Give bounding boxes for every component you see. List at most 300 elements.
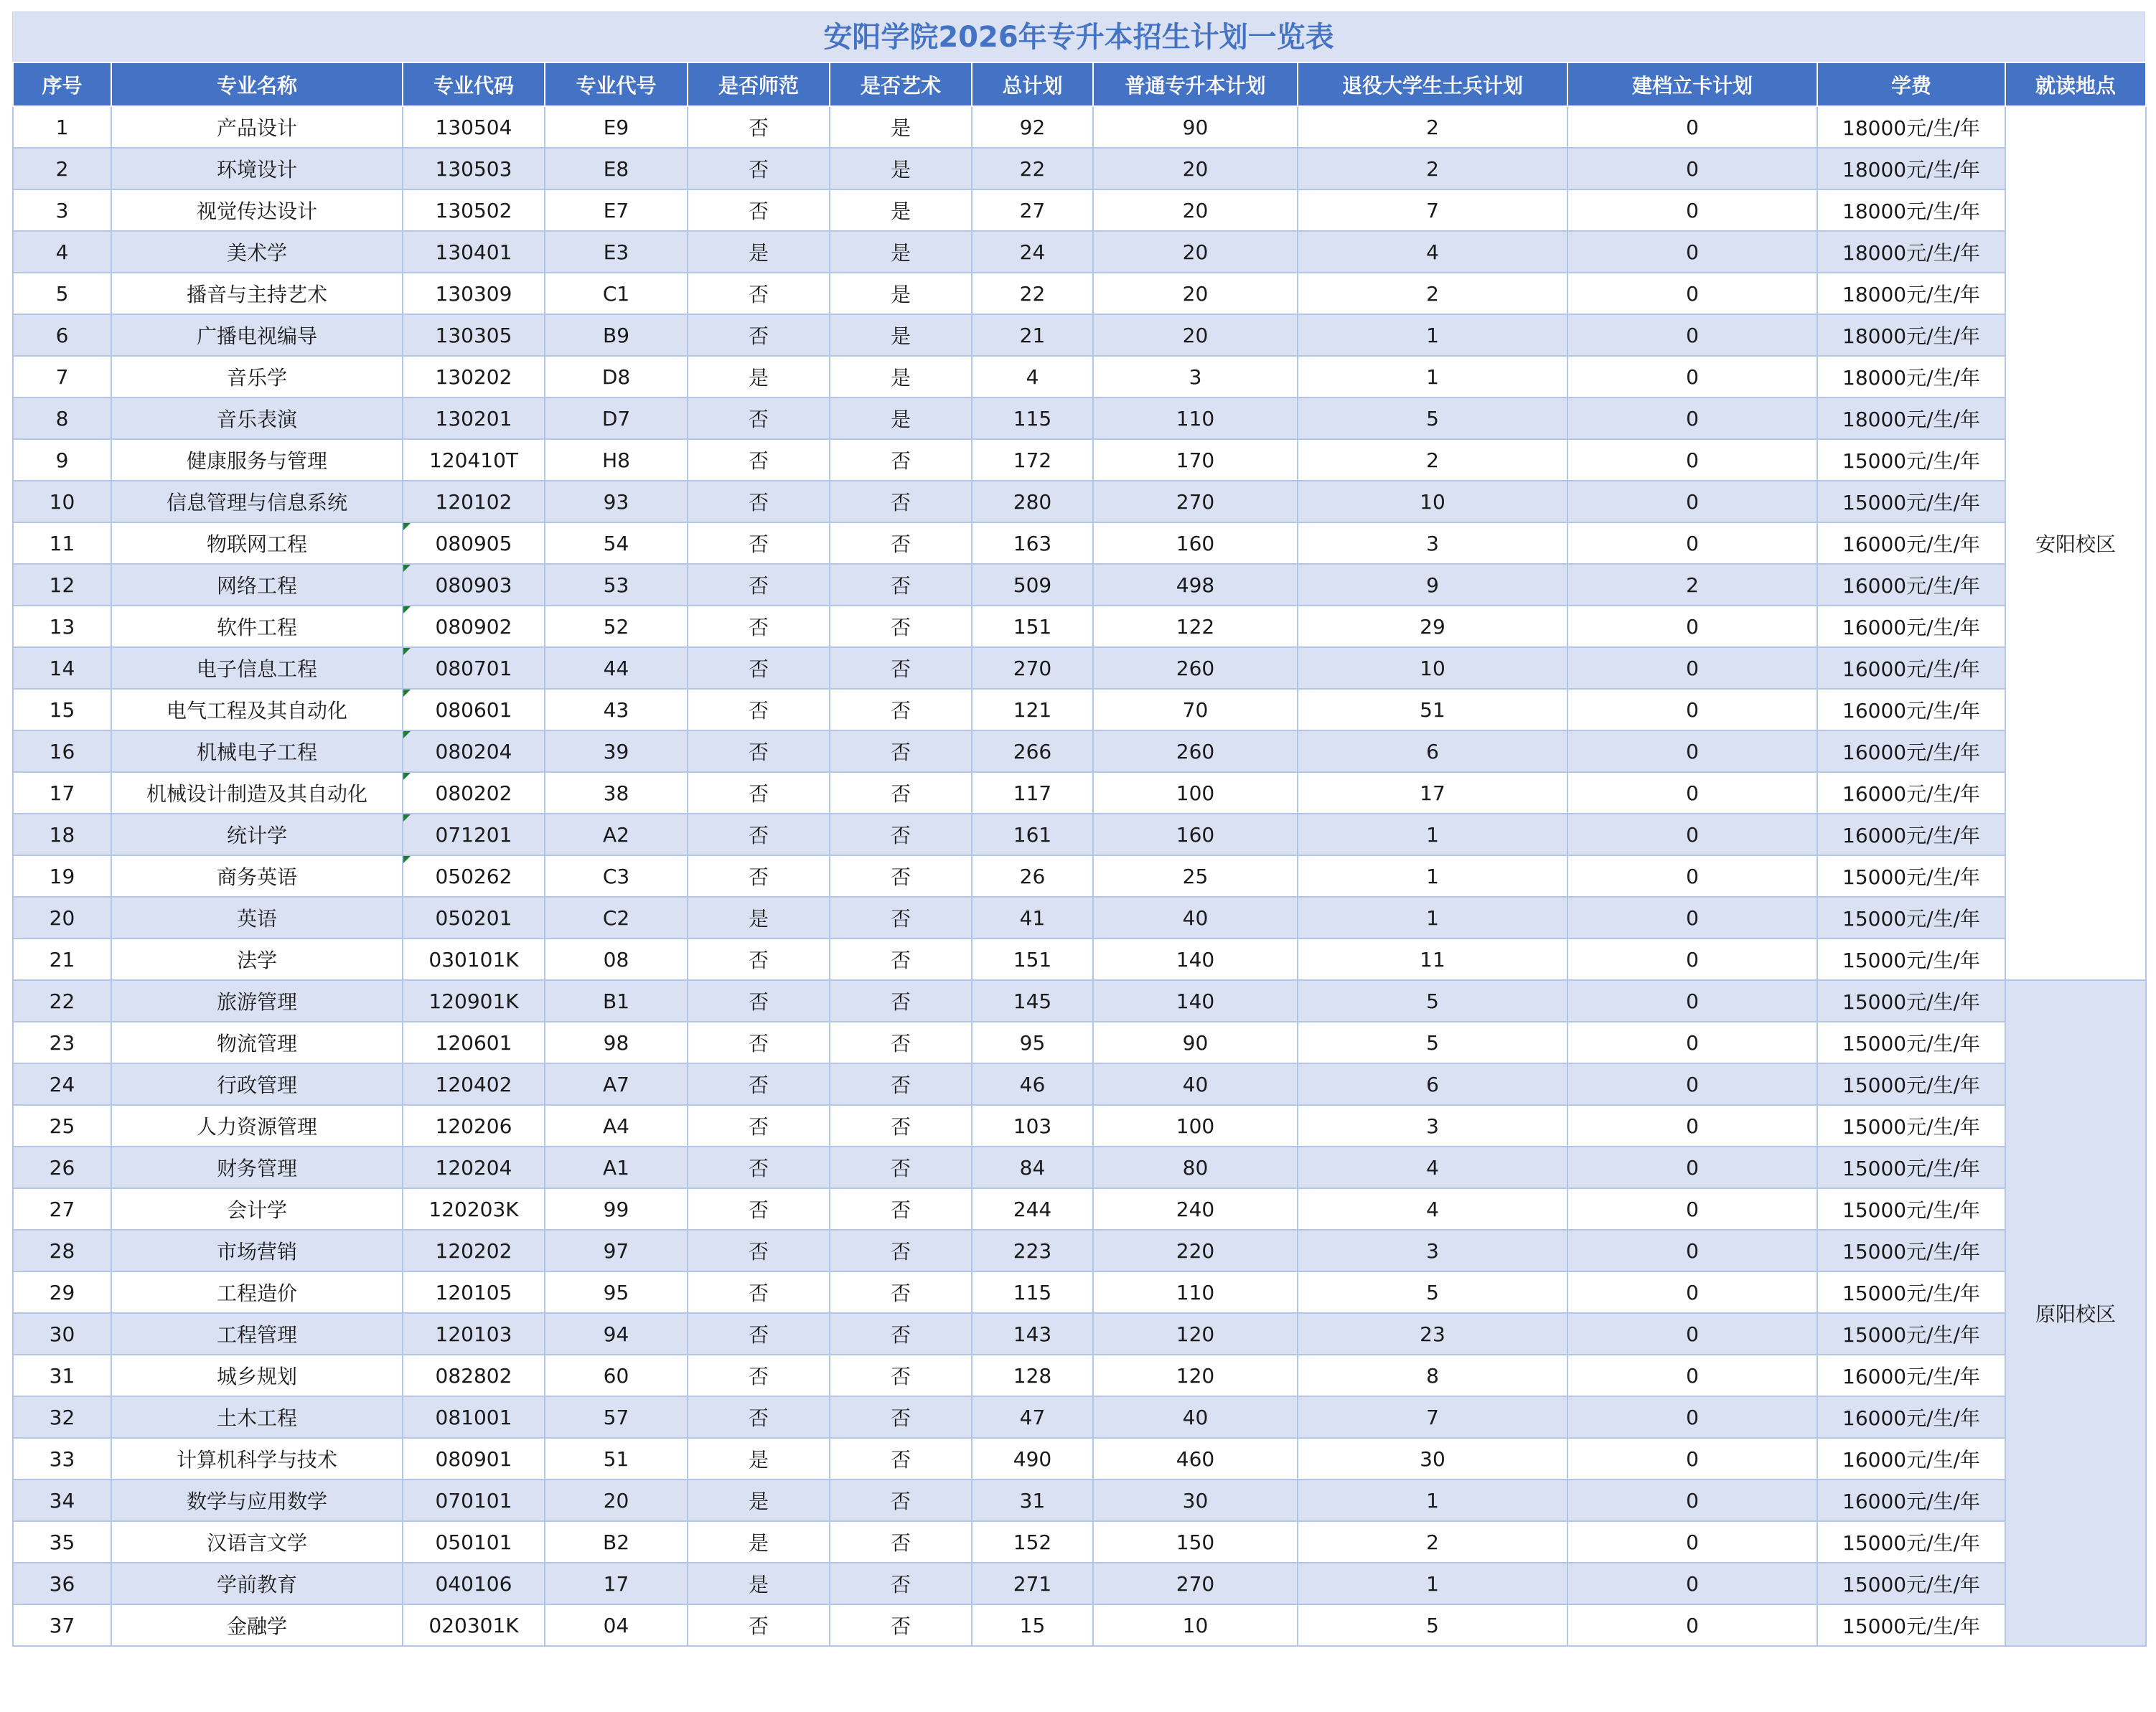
major-code-cell[interactable]: 080204: [403, 730, 545, 772]
major-code-cell[interactable]: 050201: [403, 897, 545, 939]
is-art-cell[interactable]: 是: [830, 231, 972, 273]
is-art-cell[interactable]: 否: [830, 1147, 972, 1188]
regular-plan-cell[interactable]: 260: [1093, 647, 1298, 689]
is-normal-cell[interactable]: 是: [688, 897, 830, 939]
tuition-cell[interactable]: 16000元/生/年: [1817, 564, 2005, 606]
poverty-plan-cell[interactable]: 0: [1567, 772, 1817, 814]
major-name-cell[interactable]: 人力资源管理: [111, 1105, 403, 1147]
regular-plan-cell[interactable]: 122: [1093, 606, 1298, 647]
tuition-cell[interactable]: 15000元/生/年: [1817, 481, 2005, 522]
major-code-cell[interactable]: 120203K: [403, 1188, 545, 1230]
row-index-cell[interactable]: 8: [13, 398, 111, 439]
major-short-code-cell[interactable]: E8: [545, 148, 688, 189]
is-normal-cell[interactable]: 是: [688, 231, 830, 273]
major-short-code-cell[interactable]: 52: [545, 606, 688, 647]
is-normal-cell[interactable]: 是: [688, 1563, 830, 1604]
veteran-plan-cell[interactable]: 6: [1298, 730, 1567, 772]
row-index-cell[interactable]: 9: [13, 439, 111, 481]
regular-plan-cell[interactable]: 270: [1093, 1563, 1298, 1604]
major-code-cell[interactable]: 130305: [403, 314, 545, 356]
tuition-cell[interactable]: 15000元/生/年: [1817, 439, 2005, 481]
veteran-plan-cell[interactable]: 2: [1298, 106, 1567, 148]
major-short-code-cell[interactable]: D8: [545, 356, 688, 398]
major-short-code-cell[interactable]: H8: [545, 439, 688, 481]
poverty-plan-cell[interactable]: 0: [1567, 1438, 1817, 1480]
is-normal-cell[interactable]: 否: [688, 1355, 830, 1396]
tuition-cell[interactable]: 15000元/生/年: [1817, 1313, 2005, 1355]
major-name-cell[interactable]: 播音与主持艺术: [111, 273, 403, 314]
major-name-cell[interactable]: 旅游管理: [111, 980, 403, 1022]
regular-plan-cell[interactable]: 100: [1093, 772, 1298, 814]
poverty-plan-cell[interactable]: 0: [1567, 1188, 1817, 1230]
poverty-plan-cell[interactable]: 0: [1567, 1396, 1817, 1438]
total-plan-cell[interactable]: 145: [972, 980, 1093, 1022]
is-art-cell[interactable]: 否: [830, 1230, 972, 1271]
tuition-cell[interactable]: 16000元/生/年: [1817, 814, 2005, 855]
major-name-cell[interactable]: 统计学: [111, 814, 403, 855]
major-code-cell[interactable]: 082802: [403, 1355, 545, 1396]
regular-plan-cell[interactable]: 3: [1093, 356, 1298, 398]
is-normal-cell[interactable]: 否: [688, 1063, 830, 1105]
major-short-code-cell[interactable]: 43: [545, 689, 688, 730]
major-code-cell[interactable]: 080701: [403, 647, 545, 689]
regular-plan-cell[interactable]: 120: [1093, 1313, 1298, 1355]
is-art-cell[interactable]: 否: [830, 439, 972, 481]
veteran-plan-cell[interactable]: 4: [1298, 1188, 1567, 1230]
is-art-cell[interactable]: 是: [830, 106, 972, 148]
major-short-code-cell[interactable]: E7: [545, 189, 688, 231]
poverty-plan-cell[interactable]: 0: [1567, 1022, 1817, 1063]
major-name-cell[interactable]: 财务管理: [111, 1147, 403, 1188]
poverty-plan-cell[interactable]: 0: [1567, 939, 1817, 980]
row-index-cell[interactable]: 10: [13, 481, 111, 522]
poverty-plan-cell[interactable]: 0: [1567, 189, 1817, 231]
poverty-plan-cell[interactable]: 0: [1567, 1063, 1817, 1105]
major-code-cell[interactable]: 120102: [403, 481, 545, 522]
is-art-cell[interactable]: 否: [830, 1271, 972, 1313]
major-code-cell[interactable]: 130201: [403, 398, 545, 439]
veteran-plan-cell[interactable]: 2: [1298, 273, 1567, 314]
major-name-cell[interactable]: 工程管理: [111, 1313, 403, 1355]
major-name-cell[interactable]: 法学: [111, 939, 403, 980]
major-code-cell[interactable]: 081001: [403, 1396, 545, 1438]
major-short-code-cell[interactable]: E9: [545, 106, 688, 148]
row-index-cell[interactable]: 35: [13, 1521, 111, 1563]
total-plan-cell[interactable]: 103: [972, 1105, 1093, 1147]
major-short-code-cell[interactable]: A4: [545, 1105, 688, 1147]
poverty-plan-cell[interactable]: 0: [1567, 106, 1817, 148]
is-normal-cell[interactable]: 否: [688, 855, 830, 897]
veteran-plan-cell[interactable]: 10: [1298, 481, 1567, 522]
regular-plan-cell[interactable]: 120: [1093, 1355, 1298, 1396]
total-plan-cell[interactable]: 27: [972, 189, 1093, 231]
is-normal-cell[interactable]: 否: [688, 1147, 830, 1188]
major-code-cell[interactable]: 120410T: [403, 439, 545, 481]
veteran-plan-cell[interactable]: 9: [1298, 564, 1567, 606]
major-short-code-cell[interactable]: 98: [545, 1022, 688, 1063]
is-normal-cell[interactable]: 否: [688, 148, 830, 189]
major-name-cell[interactable]: 计算机科学与技术: [111, 1438, 403, 1480]
total-plan-cell[interactable]: 152: [972, 1521, 1093, 1563]
total-plan-cell[interactable]: 92: [972, 106, 1093, 148]
row-index-cell[interactable]: 34: [13, 1480, 111, 1521]
regular-plan-cell[interactable]: 70: [1093, 689, 1298, 730]
is-art-cell[interactable]: 否: [830, 522, 972, 564]
is-normal-cell[interactable]: 否: [688, 647, 830, 689]
veteran-plan-cell[interactable]: 10: [1298, 647, 1567, 689]
is-normal-cell[interactable]: 否: [688, 481, 830, 522]
major-short-code-cell[interactable]: 51: [545, 1438, 688, 1480]
major-short-code-cell[interactable]: C2: [545, 897, 688, 939]
is-normal-cell[interactable]: 否: [688, 273, 830, 314]
major-short-code-cell[interactable]: 99: [545, 1188, 688, 1230]
veteran-plan-cell[interactable]: 3: [1298, 1230, 1567, 1271]
regular-plan-cell[interactable]: 110: [1093, 398, 1298, 439]
veteran-plan-cell[interactable]: 1: [1298, 356, 1567, 398]
is-art-cell[interactable]: 否: [830, 1521, 972, 1563]
is-normal-cell[interactable]: 否: [688, 1022, 830, 1063]
total-plan-cell[interactable]: 121: [972, 689, 1093, 730]
major-code-cell[interactable]: 070101: [403, 1480, 545, 1521]
major-name-cell[interactable]: 学前教育: [111, 1563, 403, 1604]
poverty-plan-cell[interactable]: 0: [1567, 730, 1817, 772]
row-index-cell[interactable]: 6: [13, 314, 111, 356]
row-index-cell[interactable]: 12: [13, 564, 111, 606]
is-art-cell[interactable]: 否: [830, 855, 972, 897]
major-short-code-cell[interactable]: C1: [545, 273, 688, 314]
major-code-cell[interactable]: 071201: [403, 814, 545, 855]
major-name-cell[interactable]: 汉语言文学: [111, 1521, 403, 1563]
total-plan-cell[interactable]: 26: [972, 855, 1093, 897]
row-index-cell[interactable]: 25: [13, 1105, 111, 1147]
is-normal-cell[interactable]: 否: [688, 814, 830, 855]
veteran-plan-cell[interactable]: 1: [1298, 1480, 1567, 1521]
major-short-code-cell[interactable]: A1: [545, 1147, 688, 1188]
total-plan-cell[interactable]: 143: [972, 1313, 1093, 1355]
tuition-cell[interactable]: 18000元/生/年: [1817, 106, 2005, 148]
poverty-plan-cell[interactable]: 2: [1567, 564, 1817, 606]
is-normal-cell[interactable]: 否: [688, 1230, 830, 1271]
veteran-plan-cell[interactable]: 1: [1298, 814, 1567, 855]
tuition-cell[interactable]: 16000元/生/年: [1817, 1438, 2005, 1480]
major-name-cell[interactable]: 土木工程: [111, 1396, 403, 1438]
major-code-cell[interactable]: 130401: [403, 231, 545, 273]
total-plan-cell[interactable]: 115: [972, 398, 1093, 439]
major-code-cell[interactable]: 080202: [403, 772, 545, 814]
major-code-cell[interactable]: 130504: [403, 106, 545, 148]
regular-plan-cell[interactable]: 20: [1093, 189, 1298, 231]
major-short-code-cell[interactable]: B2: [545, 1521, 688, 1563]
column-header[interactable]: 学费: [1817, 62, 2005, 106]
tuition-cell[interactable]: 18000元/生/年: [1817, 273, 2005, 314]
is-normal-cell[interactable]: 是: [688, 1480, 830, 1521]
is-normal-cell[interactable]: 否: [688, 1188, 830, 1230]
row-index-cell[interactable]: 11: [13, 522, 111, 564]
poverty-plan-cell[interactable]: 0: [1567, 855, 1817, 897]
total-plan-cell[interactable]: 151: [972, 606, 1093, 647]
major-short-code-cell[interactable]: 38: [545, 772, 688, 814]
tuition-cell[interactable]: 15000元/生/年: [1817, 897, 2005, 939]
major-code-cell[interactable]: 130309: [403, 273, 545, 314]
column-header[interactable]: 序号: [13, 62, 111, 106]
veteran-plan-cell[interactable]: 23: [1298, 1313, 1567, 1355]
is-normal-cell[interactable]: 否: [688, 189, 830, 231]
major-code-cell[interactable]: 120402: [403, 1063, 545, 1105]
poverty-plan-cell[interactable]: 0: [1567, 273, 1817, 314]
is-normal-cell[interactable]: 否: [688, 980, 830, 1022]
major-code-cell[interactable]: 130502: [403, 189, 545, 231]
is-normal-cell[interactable]: 否: [688, 1396, 830, 1438]
regular-plan-cell[interactable]: 100: [1093, 1105, 1298, 1147]
tuition-cell[interactable]: 15000元/生/年: [1817, 1563, 2005, 1604]
poverty-plan-cell[interactable]: 0: [1567, 1147, 1817, 1188]
veteran-plan-cell[interactable]: 5: [1298, 398, 1567, 439]
total-plan-cell[interactable]: 4: [972, 356, 1093, 398]
total-plan-cell[interactable]: 270: [972, 647, 1093, 689]
regular-plan-cell[interactable]: 40: [1093, 1063, 1298, 1105]
poverty-plan-cell[interactable]: 0: [1567, 897, 1817, 939]
row-index-cell[interactable]: 1: [13, 106, 111, 148]
major-short-code-cell[interactable]: 39: [545, 730, 688, 772]
column-header[interactable]: 专业名称: [111, 62, 403, 106]
major-short-code-cell[interactable]: 53: [545, 564, 688, 606]
major-code-cell[interactable]: 050262: [403, 855, 545, 897]
major-name-cell[interactable]: 环境设计: [111, 148, 403, 189]
veteran-plan-cell[interactable]: 3: [1298, 1105, 1567, 1147]
major-short-code-cell[interactable]: A2: [545, 814, 688, 855]
regular-plan-cell[interactable]: 150: [1093, 1521, 1298, 1563]
tuition-cell[interactable]: 18000元/生/年: [1817, 148, 2005, 189]
tuition-cell[interactable]: 15000元/生/年: [1817, 1147, 2005, 1188]
poverty-plan-cell[interactable]: 0: [1567, 689, 1817, 730]
tuition-cell[interactable]: 18000元/生/年: [1817, 189, 2005, 231]
poverty-plan-cell[interactable]: 0: [1567, 1604, 1817, 1646]
row-index-cell[interactable]: 21: [13, 939, 111, 980]
column-header[interactable]: 总计划: [972, 62, 1093, 106]
major-name-cell[interactable]: 行政管理: [111, 1063, 403, 1105]
major-short-code-cell[interactable]: A7: [545, 1063, 688, 1105]
tuition-cell[interactable]: 16000元/生/年: [1817, 1396, 2005, 1438]
is-art-cell[interactable]: 否: [830, 1105, 972, 1147]
veteran-plan-cell[interactable]: 4: [1298, 1147, 1567, 1188]
row-index-cell[interactable]: 7: [13, 356, 111, 398]
regular-plan-cell[interactable]: 110: [1093, 1271, 1298, 1313]
major-name-cell[interactable]: 会计学: [111, 1188, 403, 1230]
major-code-cell[interactable]: 080601: [403, 689, 545, 730]
regular-plan-cell[interactable]: 260: [1093, 730, 1298, 772]
total-plan-cell[interactable]: 151: [972, 939, 1093, 980]
major-short-code-cell[interactable]: D7: [545, 398, 688, 439]
major-code-cell[interactable]: 080905: [403, 522, 545, 564]
row-index-cell[interactable]: 26: [13, 1147, 111, 1188]
tuition-cell[interactable]: 15000元/生/年: [1817, 1604, 2005, 1646]
is-art-cell[interactable]: 否: [830, 564, 972, 606]
tuition-cell[interactable]: 16000元/生/年: [1817, 772, 2005, 814]
veteran-plan-cell[interactable]: 6: [1298, 1063, 1567, 1105]
row-index-cell[interactable]: 33: [13, 1438, 111, 1480]
major-short-code-cell[interactable]: 20: [545, 1480, 688, 1521]
regular-plan-cell[interactable]: 270: [1093, 481, 1298, 522]
row-index-cell[interactable]: 18: [13, 814, 111, 855]
major-code-cell[interactable]: 040106: [403, 1563, 545, 1604]
is-normal-cell[interactable]: 否: [688, 1105, 830, 1147]
major-name-cell[interactable]: 信息管理与信息系统: [111, 481, 403, 522]
tuition-cell[interactable]: 16000元/生/年: [1817, 689, 2005, 730]
tuition-cell[interactable]: 16000元/生/年: [1817, 606, 2005, 647]
row-index-cell[interactable]: 20: [13, 897, 111, 939]
column-header[interactable]: 专业代号: [545, 62, 688, 106]
veteran-plan-cell[interactable]: 1: [1298, 855, 1567, 897]
row-index-cell[interactable]: 31: [13, 1355, 111, 1396]
total-plan-cell[interactable]: 266: [972, 730, 1093, 772]
is-art-cell[interactable]: 否: [830, 606, 972, 647]
poverty-plan-cell[interactable]: 0: [1567, 481, 1817, 522]
major-short-code-cell[interactable]: C3: [545, 855, 688, 897]
tuition-cell[interactable]: 16000元/生/年: [1817, 1480, 2005, 1521]
total-plan-cell[interactable]: 31: [972, 1480, 1093, 1521]
column-header[interactable]: 建档立卡计划: [1567, 62, 1817, 106]
poverty-plan-cell[interactable]: 0: [1567, 980, 1817, 1022]
is-normal-cell[interactable]: 否: [688, 1604, 830, 1646]
major-name-cell[interactable]: 数学与应用数学: [111, 1480, 403, 1521]
tuition-cell[interactable]: 15000元/生/年: [1817, 1022, 2005, 1063]
is-normal-cell[interactable]: 否: [688, 1271, 830, 1313]
is-art-cell[interactable]: 是: [830, 356, 972, 398]
total-plan-cell[interactable]: 95: [972, 1022, 1093, 1063]
row-index-cell[interactable]: 2: [13, 148, 111, 189]
row-index-cell[interactable]: 17: [13, 772, 111, 814]
regular-plan-cell[interactable]: 20: [1093, 148, 1298, 189]
is-art-cell[interactable]: 否: [830, 897, 972, 939]
poverty-plan-cell[interactable]: 0: [1567, 1230, 1817, 1271]
row-index-cell[interactable]: 5: [13, 273, 111, 314]
regular-plan-cell[interactable]: 30: [1093, 1480, 1298, 1521]
major-code-cell[interactable]: 030101K: [403, 939, 545, 980]
is-normal-cell[interactable]: 否: [688, 730, 830, 772]
is-art-cell[interactable]: 否: [830, 1480, 972, 1521]
regular-plan-cell[interactable]: 20: [1093, 314, 1298, 356]
row-index-cell[interactable]: 23: [13, 1022, 111, 1063]
major-code-cell[interactable]: 120202: [403, 1230, 545, 1271]
poverty-plan-cell[interactable]: 0: [1567, 647, 1817, 689]
total-plan-cell[interactable]: 46: [972, 1063, 1093, 1105]
row-index-cell[interactable]: 32: [13, 1396, 111, 1438]
major-name-cell[interactable]: 金融学: [111, 1604, 403, 1646]
total-plan-cell[interactable]: 161: [972, 814, 1093, 855]
major-short-code-cell[interactable]: 94: [545, 1313, 688, 1355]
poverty-plan-cell[interactable]: 0: [1567, 606, 1817, 647]
total-plan-cell[interactable]: 22: [972, 273, 1093, 314]
regular-plan-cell[interactable]: 498: [1093, 564, 1298, 606]
regular-plan-cell[interactable]: 20: [1093, 273, 1298, 314]
is-art-cell[interactable]: 否: [830, 1604, 972, 1646]
is-art-cell[interactable]: 是: [830, 148, 972, 189]
is-art-cell[interactable]: 否: [830, 939, 972, 980]
is-art-cell[interactable]: 否: [830, 980, 972, 1022]
poverty-plan-cell[interactable]: 0: [1567, 356, 1817, 398]
poverty-plan-cell[interactable]: 0: [1567, 1521, 1817, 1563]
major-name-cell[interactable]: 软件工程: [111, 606, 403, 647]
is-art-cell[interactable]: 否: [830, 1313, 972, 1355]
major-short-code-cell[interactable]: 04: [545, 1604, 688, 1646]
is-normal-cell[interactable]: 是: [688, 1521, 830, 1563]
major-name-cell[interactable]: 美术学: [111, 231, 403, 273]
row-index-cell[interactable]: 37: [13, 1604, 111, 1646]
veteran-plan-cell[interactable]: 3: [1298, 522, 1567, 564]
is-art-cell[interactable]: 否: [830, 1063, 972, 1105]
is-art-cell[interactable]: 否: [830, 1355, 972, 1396]
poverty-plan-cell[interactable]: 0: [1567, 314, 1817, 356]
regular-plan-cell[interactable]: 140: [1093, 980, 1298, 1022]
is-art-cell[interactable]: 否: [830, 689, 972, 730]
regular-plan-cell[interactable]: 90: [1093, 106, 1298, 148]
major-name-cell[interactable]: 音乐表演: [111, 398, 403, 439]
regular-plan-cell[interactable]: 10: [1093, 1604, 1298, 1646]
is-art-cell[interactable]: 否: [830, 814, 972, 855]
row-index-cell[interactable]: 22: [13, 980, 111, 1022]
row-index-cell[interactable]: 27: [13, 1188, 111, 1230]
major-name-cell[interactable]: 机械设计制造及其自动化: [111, 772, 403, 814]
poverty-plan-cell[interactable]: 0: [1567, 1355, 1817, 1396]
total-plan-cell[interactable]: 41: [972, 897, 1093, 939]
tuition-cell[interactable]: 15000元/生/年: [1817, 1230, 2005, 1271]
is-art-cell[interactable]: 否: [830, 772, 972, 814]
major-name-cell[interactable]: 电气工程及其自动化: [111, 689, 403, 730]
is-art-cell[interactable]: 否: [830, 1022, 972, 1063]
major-code-cell[interactable]: 120206: [403, 1105, 545, 1147]
major-code-cell[interactable]: 120204: [403, 1147, 545, 1188]
poverty-plan-cell[interactable]: 0: [1567, 814, 1817, 855]
poverty-plan-cell[interactable]: 0: [1567, 1105, 1817, 1147]
major-short-code-cell[interactable]: 93: [545, 481, 688, 522]
regular-plan-cell[interactable]: 25: [1093, 855, 1298, 897]
poverty-plan-cell[interactable]: 0: [1567, 148, 1817, 189]
tuition-cell[interactable]: 18000元/生/年: [1817, 356, 2005, 398]
major-code-cell[interactable]: 050101: [403, 1521, 545, 1563]
veteran-plan-cell[interactable]: 2: [1298, 439, 1567, 481]
row-index-cell[interactable]: 4: [13, 231, 111, 273]
row-index-cell[interactable]: 30: [13, 1313, 111, 1355]
is-art-cell[interactable]: 是: [830, 398, 972, 439]
column-header[interactable]: 退役大学生士兵计划: [1298, 62, 1567, 106]
total-plan-cell[interactable]: 172: [972, 439, 1093, 481]
major-code-cell[interactable]: 120105: [403, 1271, 545, 1313]
tuition-cell[interactable]: 15000元/生/年: [1817, 1521, 2005, 1563]
veteran-plan-cell[interactable]: 7: [1298, 189, 1567, 231]
veteran-plan-cell[interactable]: 1: [1298, 897, 1567, 939]
veteran-plan-cell[interactable]: 29: [1298, 606, 1567, 647]
major-short-code-cell[interactable]: B9: [545, 314, 688, 356]
major-code-cell[interactable]: 020301K: [403, 1604, 545, 1646]
veteran-plan-cell[interactable]: 1: [1298, 314, 1567, 356]
major-code-cell[interactable]: 120901K: [403, 980, 545, 1022]
veteran-plan-cell[interactable]: 30: [1298, 1438, 1567, 1480]
veteran-plan-cell[interactable]: 51: [1298, 689, 1567, 730]
major-code-cell[interactable]: 080901: [403, 1438, 545, 1480]
regular-plan-cell[interactable]: 40: [1093, 1396, 1298, 1438]
row-index-cell[interactable]: 14: [13, 647, 111, 689]
is-art-cell[interactable]: 是: [830, 189, 972, 231]
is-normal-cell[interactable]: 否: [688, 398, 830, 439]
poverty-plan-cell[interactable]: 0: [1567, 522, 1817, 564]
row-index-cell[interactable]: 28: [13, 1230, 111, 1271]
tuition-cell[interactable]: 15000元/生/年: [1817, 939, 2005, 980]
regular-plan-cell[interactable]: 20: [1093, 231, 1298, 273]
veteran-plan-cell[interactable]: 1: [1298, 1563, 1567, 1604]
total-plan-cell[interactable]: 490: [972, 1438, 1093, 1480]
is-art-cell[interactable]: 否: [830, 1438, 972, 1480]
major-short-code-cell[interactable]: 54: [545, 522, 688, 564]
